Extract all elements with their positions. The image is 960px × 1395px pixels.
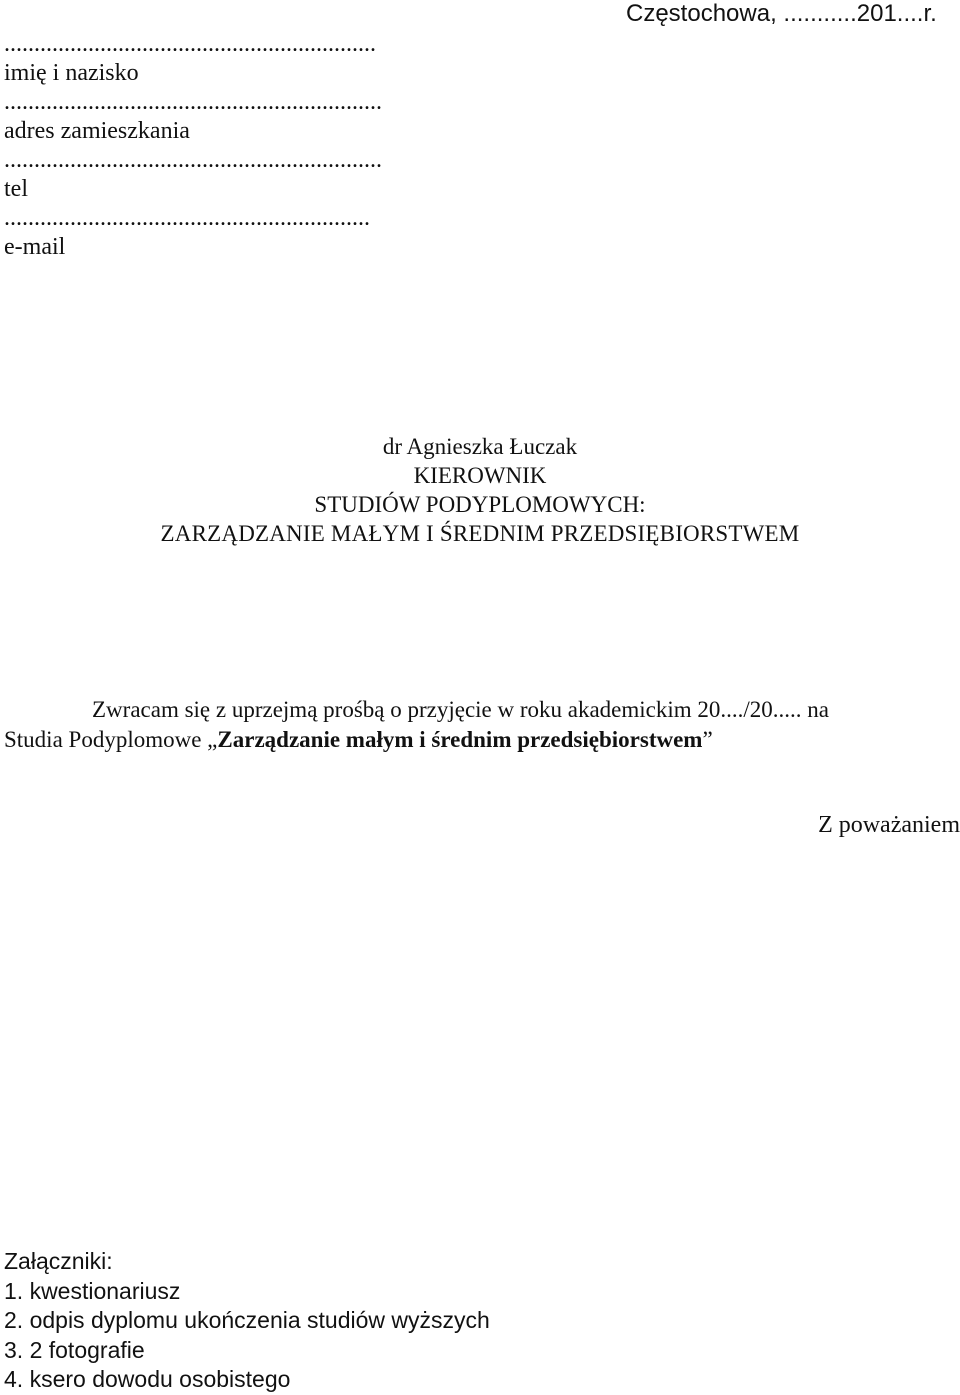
place-date: Częstochowa, ...........201....r. bbox=[626, 0, 937, 27]
attachment-item: 1. kwestionariusz bbox=[4, 1277, 181, 1304]
recipient-position: KIEROWNIK bbox=[413, 463, 547, 488]
request-line-2 bbox=[4, 725, 944, 755]
closing-regards: Z poważaniem bbox=[818, 812, 960, 838]
address-dots: ............................................................... bbox=[4, 89, 382, 115]
attachments-block bbox=[4, 1247, 490, 1395]
recipient-studies: STUDIÓW PODYPLOMOWYCH: bbox=[314, 492, 646, 517]
sender-block bbox=[4, 30, 382, 262]
attachment-item: 2. odpis dyplomu ukończenia studiów wyższych bbox=[4, 1307, 490, 1333]
request-line-2-prefix: Studia Podyplomowe „ bbox=[4, 727, 218, 752]
email-label: e-mail bbox=[4, 234, 66, 260]
attachment-item: 4. ksero dowodu osobistego bbox=[4, 1366, 291, 1392]
recipient-name: dr Agnieszka Łuczak bbox=[382, 434, 578, 459]
name-label: imię i nazisko bbox=[4, 60, 139, 86]
request-body bbox=[4, 695, 944, 755]
request-line-2-suffix: ” bbox=[702, 727, 713, 752]
address-label: adres zamieszkania bbox=[4, 118, 190, 144]
email-dots: ............................................................. bbox=[4, 205, 370, 231]
recipient-program: ZARZĄDZANIE MAŁYM I ŚREDNIM PRZEDSIĘBIORSTWEM bbox=[160, 521, 800, 546]
attachment-item: 3. 2 fotografie bbox=[4, 1336, 145, 1363]
program-name-bold: Zarządzanie małym i średnim przedsiębiorstwem bbox=[217, 727, 703, 752]
attachments-title: Załączniki: bbox=[4, 1248, 113, 1274]
phone-label: tel bbox=[4, 176, 28, 202]
phone-dots: ............................................................... bbox=[4, 147, 382, 173]
name-dots: .............................................................. bbox=[4, 31, 376, 57]
recipient-block bbox=[0, 432, 960, 548]
request-line-1: Zwracam się z uprzejmą prośbą o przyjęcie w roku akademickim 20..../20..... na bbox=[92, 697, 830, 722]
